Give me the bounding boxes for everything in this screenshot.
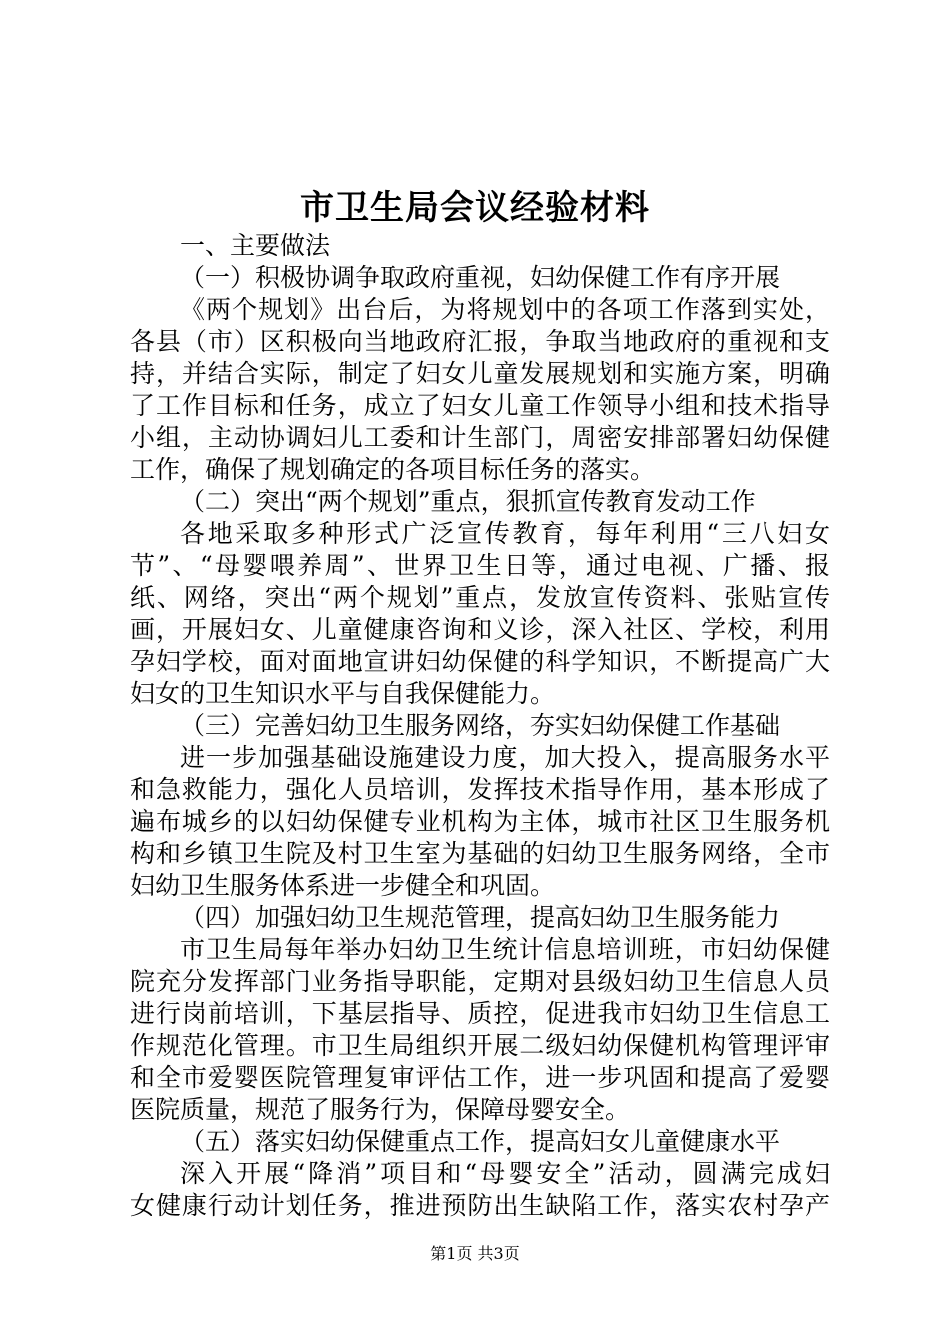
paragraph-line: 孕妇学校，面对面地宣讲妇幼保健的科学知识，不断提高广大 [130, 647, 830, 676]
document-body [130, 230, 830, 1222]
section-heading: 一、主要做法 [180, 231, 331, 260]
subsection-heading: （三）完善妇幼卫生服务网络，夯实妇幼保健工作基础 [180, 711, 781, 740]
paragraph-line: 纸、网络，突出“两个规划”重点，发放宣传资料、张贴宣传 [130, 583, 830, 612]
paragraph-line: 构和乡镇卫生院及村卫生室为基础的妇幼卫生服务网络，全市 [130, 839, 830, 868]
paragraph-line: 进一步加强基础设施建设力度，加大投入，提高服务水平 [180, 743, 830, 772]
paragraph-line: 和全市爱婴医院管理复审评估工作，进一步巩固和提高了爱婴 [130, 1063, 830, 1092]
paragraph-line: 各县（市）区积极向当地政府汇报，争取当地政府的重视和支 [130, 327, 830, 356]
paragraph-line: 妇幼卫生服务体系进一步健全和巩固。 [130, 871, 556, 900]
paragraph-line: 深入开展“降消”项目和“母婴安全”活动，圆满完成妇 [180, 1159, 830, 1188]
paragraph-line: 院充分发挥部门业务指导职能，定期对县级妇幼卫生信息人员 [130, 967, 830, 996]
subsection-heading: （二）突出“两个规划”重点，狠抓宣传教育发动工作 [180, 487, 756, 516]
paragraph-line: 医院质量，规范了服务行为，保障母婴安全。 [130, 1095, 631, 1124]
paragraph-line: 各地采取多种形式广泛宣传教育，每年利用“三八妇女 [180, 519, 830, 548]
subsection-heading: （五）落实妇幼保健重点工作，提高妇女儿童健康水平 [180, 1127, 781, 1156]
subsection-heading: （一）积极协调争取政府重视，妇幼保健工作有序开展 [180, 263, 781, 292]
paragraph-line: 画，开展妇女、儿童健康咨询和义诊，深入社区、学校，利用 [130, 615, 830, 644]
document-title: 市卫生局会议经验材料 [300, 188, 650, 228]
paragraph-line: 遍布城乡的以妇幼保健专业机构为主体，城市社区卫生服务机 [130, 807, 830, 836]
subsection-heading: （四）加强妇幼卫生规范管理，提高妇幼卫生服务能力 [180, 903, 781, 932]
paragraph-line: 了工作目标和任务，成立了妇女儿童工作领导小组和技术指导 [130, 391, 830, 420]
paragraph-line: 持，并结合实际，制定了妇女儿童发展规划和实施方案，明确 [130, 359, 830, 388]
paragraph-line: 工作，确保了规划确定的各项目标任务的落实。 [130, 455, 656, 484]
paragraph-line: 女健康行动计划任务，推进预防出生缺陷工作，落实农村孕产 [130, 1191, 830, 1220]
paragraph-line: 和急救能力，强化人员培训，发挥技术指导作用，基本形成了 [130, 775, 830, 804]
paragraph-line: 小组，主动协调妇儿工委和计生部门，周密安排部署妇幼保健 [130, 423, 830, 452]
paragraph-line: 《两个规划》出台后，为将规划中的各项工作落到实处， [180, 295, 830, 324]
paragraph-line: 节”、“母婴喂养周”、世界卫生日等，通过电视、广播、报 [130, 551, 830, 580]
paragraph-line: 作规范化管理。市卫生局组织开展二级妇幼保健机构管理评审 [130, 1031, 830, 1060]
paragraph-line: 妇女的卫生知识水平与自我保健能力。 [130, 679, 556, 708]
page-footer: 第1页 共3页 [430, 1244, 520, 1263]
paragraph-line: 进行岗前培训，下基层指导、质控，促进我市妇幼卫生信息工 [130, 999, 830, 1028]
paragraph-line: 市卫生局每年举办妇幼卫生统计信息培训班，市妇幼保健 [180, 935, 830, 964]
